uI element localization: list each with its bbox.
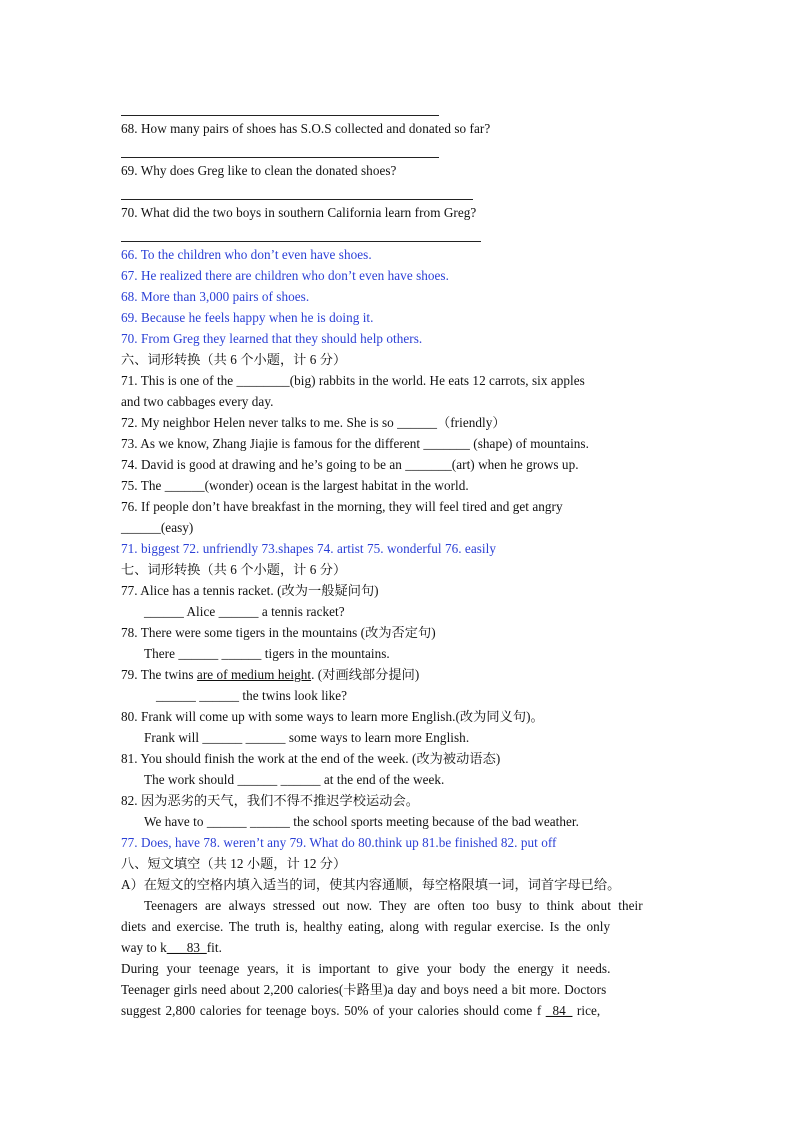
question-80-blank: Frank will ______ ______ some ways to learn more English. xyxy=(144,730,470,745)
question-79-suffix: . (对画线部分提问) xyxy=(311,667,420,682)
question-79-blank: ______ ______ the twins look like? xyxy=(156,688,348,703)
question-71: 71. This is one of the ________(big) rabbits in the world. He eats 12 carrots, six apples xyxy=(121,373,585,388)
question-81-blank: The work should ______ ______ at the end of the week. xyxy=(144,772,445,787)
passage-line-2: diets and exercise. The truth is, healthy eating, along with regular exercise. Is the only xyxy=(121,919,611,934)
passage-line-3-suffix: fit. xyxy=(206,940,222,955)
passage-line-5: Teenager girls need about 2,200 calories(卡路里)a day and boys need a bit more. Doctors xyxy=(121,982,607,997)
answers-77-82: 77. Does, have 78. weren’t any 79. What do 80.think up 81.be finished 82. put off xyxy=(121,835,557,850)
question-74: 74. David is good at drawing and he’s going to be an _______(art) when he grows up. xyxy=(121,457,579,472)
question-72: 72. My neighbor Helen never talks to me. She is so ______（friendly） xyxy=(121,415,506,430)
answer-70: 70. From Greg they learned that they should help others. xyxy=(121,331,423,346)
passage-line-3-prefix: way to k xyxy=(121,940,167,955)
question-76: 76. If people don’t have breakfast in the morning, they will feel tired and get angry xyxy=(121,499,563,514)
blank-84: _84_ xyxy=(545,1003,573,1018)
section-8-heading: 八、短文填空（共 12 小题，计 12 分） xyxy=(121,856,347,871)
question-82-blank: We have to ______ ______ the school sports meeting because of the bad weather. xyxy=(144,814,579,829)
question-81: 81. You should finish the work at the end of the week. (改为被动语态) xyxy=(121,751,501,766)
passage-line-6-prefix: suggest 2,800 calories for teenage boys. 50% of your calories should come f xyxy=(121,1003,546,1018)
passage-line-4: During your teenage years, it is important to give your body the energy it needs. xyxy=(121,961,611,976)
question-77-blank: ______ Alice ______ a tennis racket? xyxy=(144,604,345,619)
answer-line xyxy=(121,199,473,200)
answer-67: 67. He realized there are children who don’t even have shoes. xyxy=(121,268,449,283)
passage-line-6 xyxy=(121,1003,600,1019)
passage-line-6-suffix: rice, xyxy=(572,1003,601,1018)
question-79 xyxy=(121,667,419,683)
question-77: 77. Alice has a tennis racket. (改为一般疑问句) xyxy=(121,583,379,598)
question-68: 68. How many pairs of shoes has S.O.S collected and donated so far? xyxy=(121,121,491,136)
section-6-heading: 六、词形转换（共 6 个小题，计 6 分） xyxy=(121,352,347,367)
question-76-cont: ______(easy) xyxy=(121,520,194,535)
question-80: 80. Frank will come up with some ways to learn more English.(改为同义句)。 xyxy=(121,709,544,724)
section-7-heading: 七、词形转换（共 6 个小题，计 6 分） xyxy=(121,562,347,577)
blank-83: ___83_ xyxy=(166,940,207,955)
passage-line-1: Teenagers are always stressed out now. They are often too busy to think about their xyxy=(144,898,643,913)
question-70: 70. What did the two boys in southern California learn from Greg? xyxy=(121,205,477,220)
question-79-prefix: 79. The twins xyxy=(121,667,197,682)
question-75: 75. The ______(wonder) ocean is the largest habitat in the world. xyxy=(121,478,469,493)
answer-69: 69. Because he feels happy when he is doing it. xyxy=(121,310,374,325)
answers-71-76: 71. biggest 72. unfriendly 73.shapes 74. artist 75. wonderful 76. easily xyxy=(121,541,496,556)
answer-66: 66. To the children who don’t even have shoes. xyxy=(121,247,372,262)
question-69: 69. Why does Greg like to clean the donated shoes? xyxy=(121,163,397,178)
passage-line-3 xyxy=(121,940,222,956)
answer-line xyxy=(121,157,439,158)
answer-68: 68. More than 3,000 pairs of shoes. xyxy=(121,289,310,304)
question-79-underlined: are of medium height xyxy=(196,667,312,682)
question-82: 82. 因为恶劣的天气，我们不得不推迟学校运动会。 xyxy=(121,793,419,808)
section-8-instruction: A）在短文的空格内填入适当的词，使其内容通顺，每空格限填一词，词首字母已给。 xyxy=(121,877,621,892)
question-73: 73. As we know, Zhang Jiajie is famous for the different _______ (shape) of mountains. xyxy=(121,436,589,451)
answer-line xyxy=(121,241,481,242)
question-71-cont: and two cabbages every day. xyxy=(121,394,274,409)
answer-line xyxy=(121,115,439,116)
question-78: 78. There were some tigers in the mountains (改为否定句) xyxy=(121,625,436,640)
question-78-blank: There ______ ______ tigers in the mountains. xyxy=(144,646,390,661)
